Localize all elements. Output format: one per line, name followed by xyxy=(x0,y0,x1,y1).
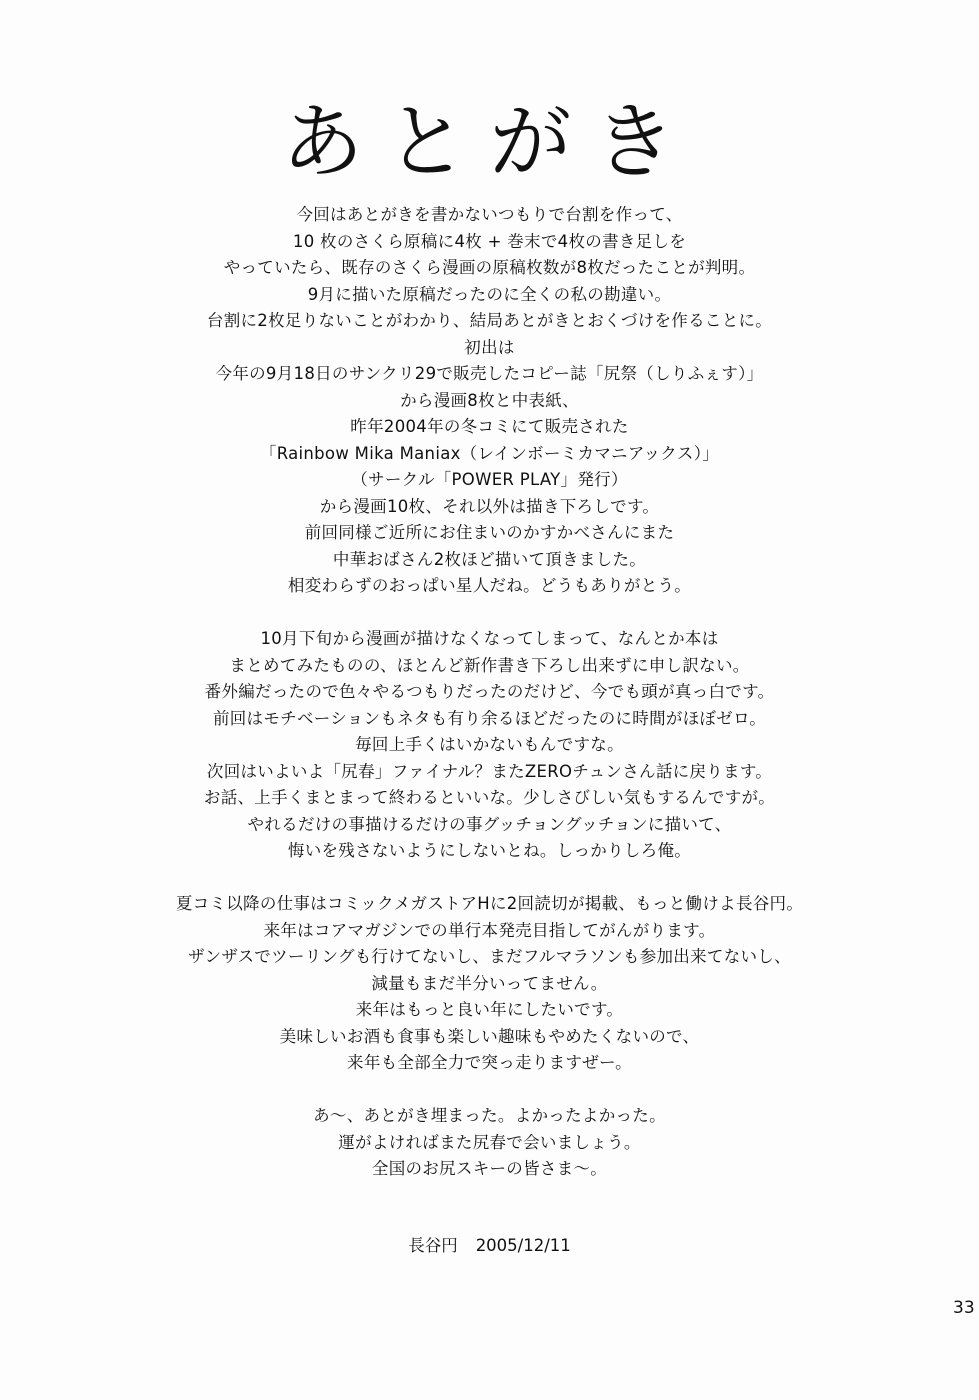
text-line: 美味しいお酒も食事も楽しい趣味もやめたくないので、 xyxy=(279,1026,700,1046)
text-line: 昨年2004年の冬コミにて販売された xyxy=(350,417,629,436)
paragraph-break xyxy=(0,1077,979,1104)
text-line: （サークル「POWER PLAY」発行） xyxy=(351,470,628,489)
text-line: 初出は xyxy=(464,337,515,357)
signature-date: 2005/12/11 xyxy=(475,1236,571,1255)
text-line: 次回はいよいよ「尻春」ファイナル？またZEROチュンさん話に戻ります。 xyxy=(206,761,773,781)
page-number: 33 xyxy=(953,1298,975,1318)
text-line: 今回はあとがきを書かないつもりで台割を作って、 xyxy=(296,205,683,224)
text-line: 悔いを残さないようにしないとね。しっかりしろ俺。 xyxy=(287,841,692,860)
text-line: 「Rainbow Mika Maniax（レインボーミカマニアックス）」 xyxy=(259,443,720,463)
text-line: やっていたら、既存のさくら漫画の原稿枚数が8枚だったことが判明。 xyxy=(223,258,756,277)
text-line: 前回同様ご近所にお住まいのかすかべさんにまた xyxy=(304,523,675,542)
text-line: 相変わらずのおっぱい星人だね。どうもありがとう。 xyxy=(287,576,692,595)
text-line: 毎回上手くはいかないもんですな。 xyxy=(355,735,624,754)
text-line: 来年はコアマガジンでの単行本発売目指してがんがります。 xyxy=(263,920,716,940)
text-line: 来年はもっと良い年にしたいです。 xyxy=(355,1000,624,1019)
text-line: 中華おばさん2枚ほど描いて頂きました。 xyxy=(332,549,647,569)
text-line: 前回はモチベーションもネタも有り余るほどだったのに時間がほぼゼロ。 xyxy=(212,708,767,728)
text-line: 9月に描いた原稿だったのに全くの私の勘違い。 xyxy=(307,284,672,304)
text-line: 運がよければまた尻春で会いましょう。 xyxy=(338,1132,641,1152)
signature xyxy=(0,1233,979,1259)
text-line: まとめてみたものの、ほとんど新作書き下ろし出来ずに申し訳ない。 xyxy=(229,655,750,675)
text-line: 今年の9月18日のサンクリ29で販売したコピー誌「尻祭（しりふぇす）」 xyxy=(215,364,764,383)
text-line: ザンザスでツーリングも行けてないし、まだフルマラソンも参加出来てないし、 xyxy=(188,947,791,966)
text-line: 台割に2枚足りないことがわかり、結局あとがきとおくづけを作ることに。 xyxy=(206,311,773,330)
afterword-body xyxy=(0,202,979,1183)
text-line: 全国のお尻スキーの皆さま～。 xyxy=(371,1159,608,1178)
text-line: 来年も全部全力で突っ走りますぜー。 xyxy=(347,1053,632,1072)
text-line: から漫画10枚、それ以外は描き下ろしです。 xyxy=(319,496,660,516)
text-line: 10 枚のさくら原稿に4枚 + 巻末で4枚の書き足しを xyxy=(292,231,687,251)
author-name: 長谷円 xyxy=(408,1236,458,1255)
text-line: あ～、あとがき埋まった。よかったよかった。 xyxy=(313,1106,666,1125)
text-line: やれるだけの事描けるだけの事グッチョングッチョンに描いて、 xyxy=(247,814,732,834)
text-line: 10月下旬から漫画が描けなくなってしまって、なんとか本は xyxy=(260,629,719,648)
paragraph-break xyxy=(0,600,979,627)
text-line: 番外編だったので色々やるつもりだったのだけど、今でも頭が真っ白です。 xyxy=(204,682,775,701)
page-title: あとがき xyxy=(281,95,698,190)
text-line: 夏コミ以降の仕事はコミックメガストアHに2回読切が掲載、もっと働けよ長谷円。 xyxy=(175,894,804,913)
text-line: お話、上手くまとまって終わるといいな。少しさびしい気もするんですが。 xyxy=(203,788,776,807)
text-line: から漫画8枚と中表紙、 xyxy=(400,390,579,410)
paragraph-break xyxy=(0,865,979,892)
text-line: 減量もまだ半分いってません。 xyxy=(371,973,608,993)
